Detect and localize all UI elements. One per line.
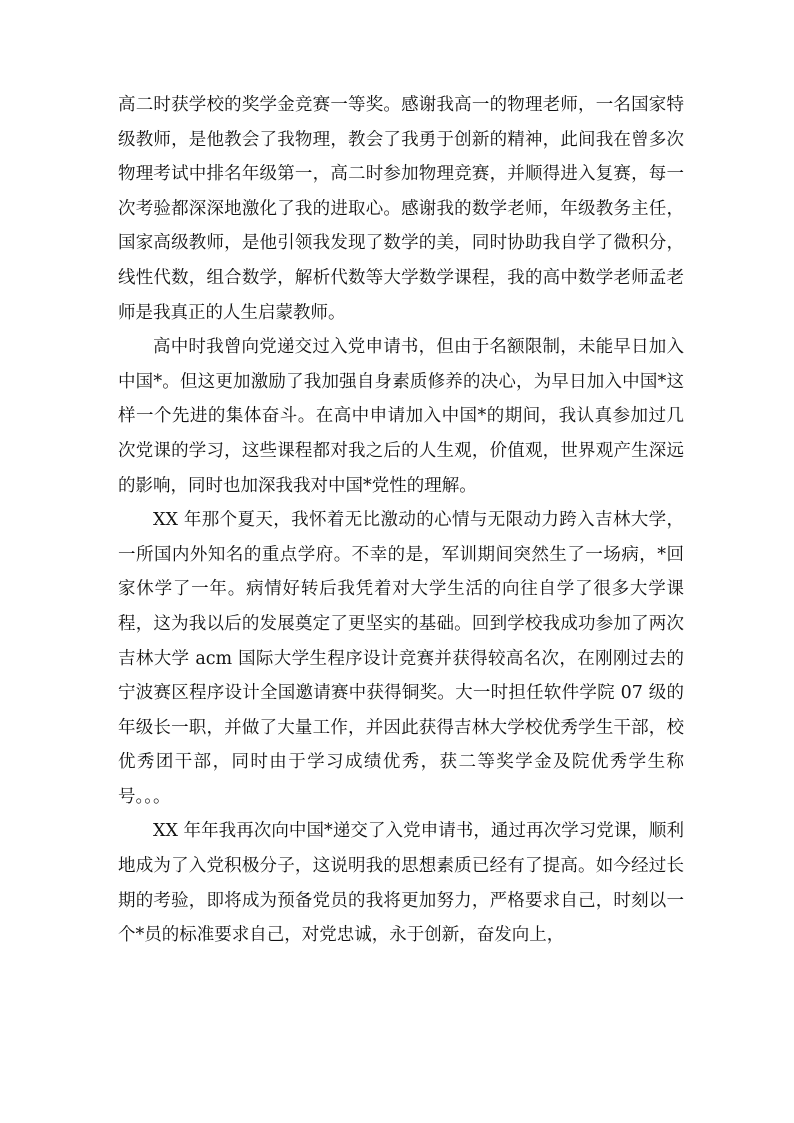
document-body [118,88,684,953]
paragraph-2: 高中时我曾向党递交过入党申请书，但由于名额限制，未能早日加入中国*。但这更加激励了我加强自身素质修养的决心，为早日加入中国*这样一个先进的集体奋斗。在高中申请加入中国*的期间，我认真参加过几次党课的学习，这些课程都对我之后的人生观，价值观，世界观产生深远的影响，同时也加深我我对中国*党性的理解。 [118,337,684,496]
paragraph-4: XX 年年我再次向中国*递交了入党申请书，通过再次学习党课，顺利地成为了入党积极分子，这说明我的思想素质已经有了提高。如今经过长期的考验，即将成为预备党员的我将更加努力，严格要求自己，时刻以一个*员的标准要求自己，对党忠诚，永于创新，奋发向上， [118,821,684,946]
paragraph-3: XX 年那个夏天，我怀着无比激动的心情与无限动力跨入吉林大学，一所国内外知名的重点学府。不幸的是，军训期间突然生了一场病，*回家休学了一年。病情好转后我凭着对大学生活的向往自学了很多大学课程，这为我以后的发展奠定了更坚实的基础。回到学校我成功参加了两次吉林大学 acm 国际大学生程序设计竞赛并获得较高名次，在刚刚过去的宁波赛区程序设计全国邀请赛中获得铜奖。大一时担任软件学院 07 级的年级长一职，并做了大量工作，并因此获得吉林大学校优秀学生干部，校优秀团干部，同时由于学习成绩优秀，获二等奖学金及院优秀学生称号。。。 [118,510,684,807]
paragraph-1: 高二时获学校的奖学金竞赛一等奖。感谢我高一的物理老师，一名国家特级教师，是他教会了我物理，教会了我勇于创新的精神，此间我在曾多次物理考试中排名年级第一，高二时参加物理竞赛，并顺得进入复赛，每一次考验都深深地激化了我的进取心。感谢我的数学老师，年级教务主任，国家高级教师，是他引领我发现了数学的美，同时协助我自学了微积分，线性代数，组合数学，解析代数等大学数学课程，我的高中数学老师孟老师是我真正的人生启蒙教师。 [118,95,684,323]
